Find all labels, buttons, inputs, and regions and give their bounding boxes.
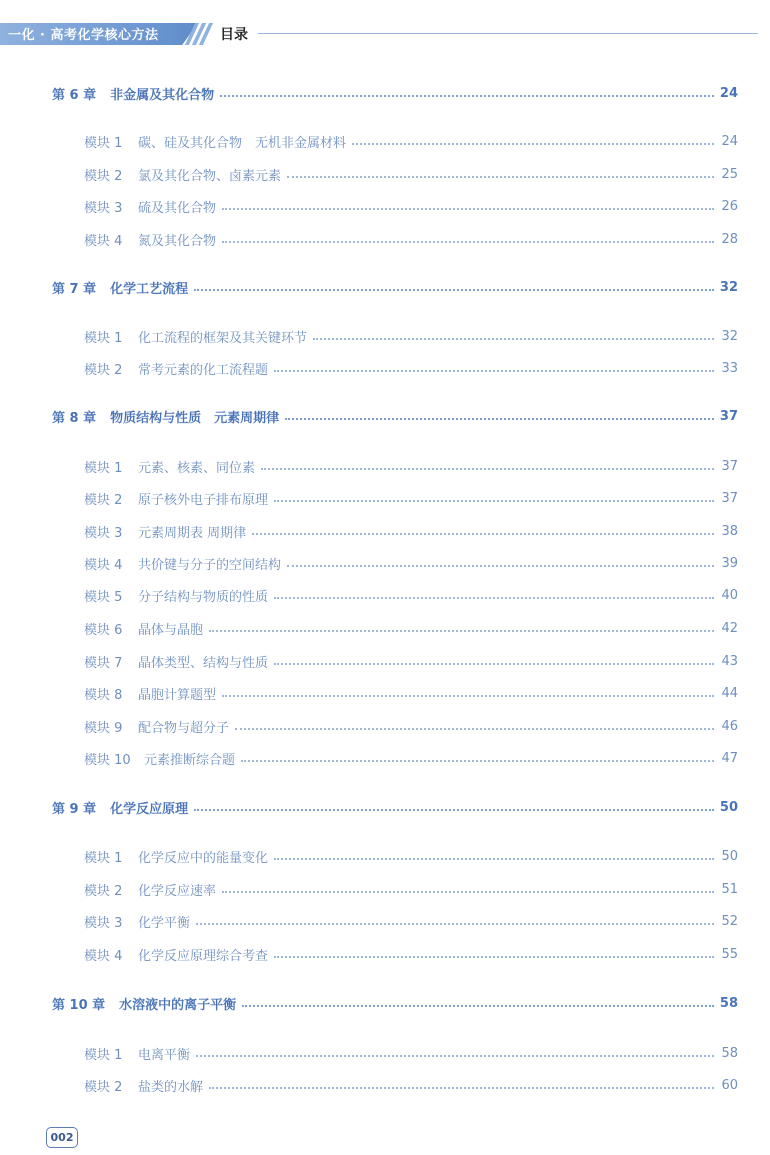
module-label: 模块 1 (84, 850, 123, 866)
module-title: 化学平衡 (138, 915, 191, 931)
toc-module[interactable] (84, 585, 738, 605)
module-label: 模块 3 (84, 525, 123, 541)
module-page: 39 (721, 555, 738, 571)
module-label: 模块 3 (84, 915, 123, 931)
module-label: 模块 4 (84, 557, 123, 573)
dot-leader (194, 809, 714, 811)
module-page: 24 (721, 133, 738, 149)
dot-leader (352, 143, 714, 145)
chapter-label: 第 6 章 (52, 87, 97, 103)
module-page: 32 (721, 328, 738, 344)
module-title: 原子核外电子排布原理 (138, 492, 269, 508)
module-label: 模块 2 (84, 168, 123, 184)
dot-leader (274, 663, 714, 665)
module-title: 元素、核素、同位素 (138, 460, 256, 476)
module-title: 配合物与超分子 (138, 720, 230, 736)
dot-leader (209, 630, 714, 632)
module-page: 52 (721, 913, 738, 929)
toc-module[interactable] (84, 326, 738, 346)
dot-leader (313, 338, 714, 340)
toc-module[interactable] (84, 944, 738, 964)
module-label: 模块 2 (84, 883, 123, 899)
toc-module[interactable] (84, 1043, 738, 1063)
module-label: 模块 2 (84, 492, 123, 508)
toc-module[interactable] (84, 131, 738, 151)
dot-leader (222, 891, 714, 893)
dot-leader (196, 923, 714, 925)
dot-leader (287, 565, 714, 567)
module-title: 化学反应原理综合考查 (138, 948, 269, 964)
toc-module[interactable] (84, 521, 738, 541)
toc-chapter-6[interactable] (52, 83, 738, 103)
module-label: 模块 6 (84, 622, 123, 638)
module-title: 碳、硅及其化合物 无机非金属材料 (138, 135, 347, 151)
toc-module[interactable] (84, 164, 738, 184)
chapter-page: 37 (719, 408, 738, 424)
module-title: 化工流程的框架及其关键环节 (138, 330, 308, 346)
module-label: 模块 1 (84, 1047, 123, 1063)
dot-leader (261, 468, 714, 470)
toc-module[interactable] (84, 196, 738, 216)
toc-module[interactable] (84, 716, 738, 736)
dot-leader (287, 176, 714, 178)
chapter-page: 58 (719, 995, 738, 1011)
module-page: 58 (721, 1045, 738, 1061)
toc-module[interactable] (84, 911, 738, 931)
module-page: 25 (721, 166, 738, 182)
header-slash-decoration (186, 23, 210, 45)
module-title: 常考元素的化工流程题 (138, 362, 269, 378)
dot-leader (222, 695, 714, 697)
dot-leader (222, 241, 714, 243)
chapter-label: 第 8 章 (52, 410, 97, 426)
chapter-title: 水溶液中的离子平衡 (119, 997, 237, 1013)
module-label: 模块 4 (84, 948, 123, 964)
toc-module[interactable] (84, 651, 738, 671)
module-title: 晶体与晶胞 (138, 622, 204, 638)
module-page: 50 (721, 848, 738, 864)
module-title: 共价键与分子的空间结构 (138, 557, 282, 573)
dot-leader (209, 1087, 714, 1089)
chapter-page: 50 (719, 799, 738, 815)
chapter-title: 非金属及其化合物 (110, 87, 215, 103)
module-label: 模块 1 (84, 460, 123, 476)
module-page: 37 (721, 490, 738, 506)
module-title: 盐类的水解 (138, 1079, 204, 1095)
dot-leader (241, 760, 714, 762)
module-page: 28 (721, 231, 738, 247)
module-page: 26 (721, 198, 738, 214)
dot-leader (274, 370, 714, 372)
section-title: 目录 (220, 27, 248, 43)
running-header (0, 18, 770, 48)
toc-module[interactable] (84, 846, 738, 866)
module-page: 40 (721, 587, 738, 603)
toc-module[interactable] (84, 358, 738, 378)
module-page: 42 (721, 620, 738, 636)
module-label: 模块 2 (84, 1079, 123, 1095)
module-title: 元素周期表 周期律 (138, 525, 247, 541)
module-page: 46 (721, 718, 738, 734)
toc-module[interactable] (84, 229, 738, 249)
module-title: 元素推断综合题 (144, 752, 236, 768)
module-label: 模块 7 (84, 655, 123, 671)
module-title: 硫及其化合物 (138, 200, 217, 216)
dot-leader (274, 858, 714, 860)
chapter-label: 第 9 章 (52, 801, 97, 817)
chapter-title: 化学工艺流程 (110, 281, 189, 297)
module-page: 44 (721, 685, 738, 701)
dot-leader (220, 95, 714, 97)
toc-module[interactable] (84, 683, 738, 703)
module-page: 38 (721, 523, 738, 539)
chapter-label: 第 10 章 (52, 997, 106, 1013)
chapter-title: 化学反应原理 (110, 801, 189, 817)
module-label: 模块 8 (84, 687, 123, 703)
toc-chapter-10[interactable] (52, 993, 738, 1013)
module-label: 模块 1 (84, 135, 123, 151)
module-title: 分子结构与物质的性质 (138, 589, 269, 605)
dot-leader (235, 728, 714, 730)
toc-chapter-9[interactable] (52, 797, 738, 817)
header-rule (258, 33, 758, 34)
module-label: 模块 2 (84, 362, 123, 378)
toc-module[interactable] (84, 553, 738, 573)
module-label: 模块 5 (84, 589, 123, 605)
chapter-page: 32 (719, 279, 738, 295)
toc-module[interactable] (84, 488, 738, 508)
chapter-page: 24 (719, 85, 738, 101)
dot-leader (252, 533, 714, 535)
module-title: 晶胞计算题型 (138, 687, 217, 703)
module-page: 33 (721, 360, 738, 376)
module-title: 晶体类型、结构与性质 (138, 655, 269, 671)
chapter-title: 物质结构与性质 元素周期律 (110, 410, 280, 426)
module-page: 47 (721, 750, 738, 766)
dot-leader (285, 418, 714, 420)
module-page: 51 (721, 881, 738, 897)
module-page: 37 (721, 458, 738, 474)
module-page: 60 (721, 1077, 738, 1093)
module-title: 电离平衡 (138, 1047, 191, 1063)
module-page: 43 (721, 653, 738, 669)
dot-leader (194, 289, 714, 291)
toc-module[interactable] (84, 618, 738, 638)
page-number: 002 (46, 1127, 78, 1148)
toc-module[interactable] (84, 879, 738, 899)
module-title: 化学反应速率 (138, 883, 217, 899)
dot-leader (274, 597, 714, 599)
book-brand: 一化 · 高考化学核心方法 (8, 28, 159, 43)
toc-chapter-7[interactable] (52, 277, 738, 297)
module-title: 氯及其化合物、卤素元素 (138, 168, 282, 184)
dot-leader (274, 956, 714, 958)
toc-module[interactable] (84, 456, 738, 476)
dot-leader (242, 1005, 714, 1007)
toc-module[interactable] (84, 1075, 738, 1095)
toc-module[interactable] (84, 748, 738, 768)
dot-leader (274, 500, 714, 502)
chapter-label: 第 7 章 (52, 281, 97, 297)
module-label: 模块 10 (84, 752, 131, 768)
toc-chapter-8[interactable] (52, 406, 738, 426)
dot-leader (222, 208, 714, 210)
module-label: 模块 4 (84, 233, 123, 249)
module-label: 模块 9 (84, 720, 123, 736)
module-title: 氮及其化合物 (138, 233, 217, 249)
module-page: 55 (721, 946, 738, 962)
module-label: 模块 3 (84, 200, 123, 216)
module-title: 化学反应中的能量变化 (138, 850, 269, 866)
dot-leader (196, 1055, 714, 1057)
module-label: 模块 1 (84, 330, 123, 346)
